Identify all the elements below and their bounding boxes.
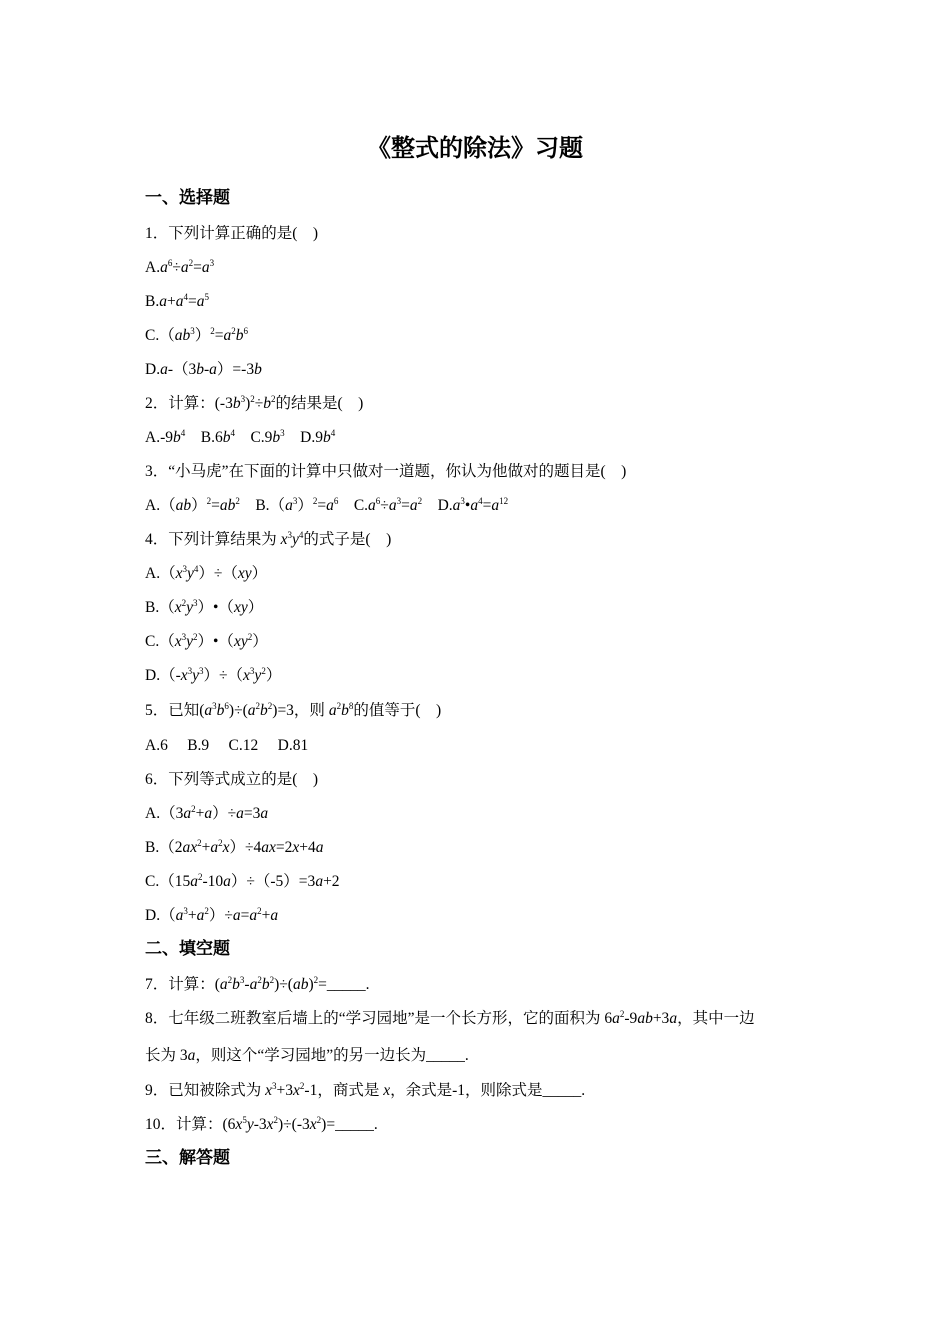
question-4: 4．下列计算结果为 $x^3y^4$的式子是( ) — [145, 530, 392, 548]
q4-option-d: $D.(-x^3y^3)\div(x^3y^2)$ — [145, 666, 282, 684]
section-heading-fill: 二、填空题 — [145, 939, 230, 959]
q4-option-c: $C.(x^3y^2)•(xy^2)$ — [145, 632, 268, 650]
q9-stem-start: 9．已知被除式为 — [145, 1082, 266, 1099]
q1-option-c: $C.(ab^3)^2=a^2b^6$ — [145, 326, 248, 344]
q2-stem-end: 的结果是( ) — [275, 395, 364, 412]
q7-stem-start: 7．计算：( — [145, 976, 220, 993]
q10-stem-start: 10．计算：(6 — [145, 1116, 236, 1133]
q4-option-a: $A.(x^3y^4)\div(xy)$ — [145, 564, 268, 582]
question-5: 5．已知$(a^3b^6)\div(a^2b^2)=3$，则 $a^2b^8$的值等于( ) — [145, 701, 442, 719]
q9-stem-end: ，余式是-1，则除式是_____. — [390, 1082, 586, 1099]
q6-option-b: $B.(2ax^2+a^2x)\div 4ax=2x+4a$ — [145, 838, 324, 856]
question-7: 7．计算：$(a^2b^3-a^2b^2)\div(ab)^2=\_\_\_\_\_$. — [145, 975, 370, 993]
question-6: 6．下列等式成立的是( ) — [145, 771, 319, 788]
question-8-line-2: 长为 3a，则这个“学习园地”的另一边长为_____. — [145, 1047, 469, 1064]
question-8-line-1: 8．七年级二班教室后墙上的“学习园地”是一个长方形，它的面积为 $6a^2-9ab+3a$，其中一边 — [145, 1009, 755, 1027]
q8-line1-start: 8．七年级二班教室后墙上的“学习园地”是一个长方形，它的面积为 6 — [145, 1010, 613, 1027]
q8-line2-end: ，则这个“学习园地”的另一边长为_____. — [195, 1047, 469, 1064]
q5-options: A.6 B.9 C.12 D.81 — [145, 737, 309, 754]
q6-option-c: $C.(15a^2-10a)\div(-5)=3a+2$ — [145, 872, 340, 890]
q1-option-a: $A.a^6\div a^2=a^3$ — [145, 258, 215, 276]
q4-stem-start: 4．下列计算结果为 — [145, 531, 281, 548]
document-title: 《整式的除法》习题 — [367, 134, 583, 162]
q2-options: $A.-9b^4$ $B.6b^4$ $C.9b^3$ $D.9b^4$ — [145, 428, 336, 446]
question-9: 9．已知被除式为 $x^3+3x^2-1$，商式是 x，余式是-1，则除式是_____. — [145, 1081, 586, 1099]
q5-stem-end: 的值等于( ) — [353, 702, 442, 719]
q7-stem-end: =_____. — [318, 976, 370, 993]
question-3: 3．“小马虎”在下面的计算中只做对一道题，你认为他做对的题目是( ) — [145, 463, 627, 480]
q5-stem-start: 5．已知( — [145, 702, 205, 719]
q9-stem-mid: -1，商式是 — [304, 1082, 384, 1099]
q8-line2-start: 长为 3 — [145, 1047, 188, 1064]
q6-option-d: $D.(a^3+a^2)\div a=a^2+a$ — [145, 906, 279, 924]
q6-option-a: $A.(3a^2+a)\div a=3a$ — [145, 804, 269, 822]
q1-option-b: $B.a+a^4=a^5$ — [145, 292, 209, 310]
q5-stem-mid: =3，则 — [277, 702, 329, 719]
q3-options: $A.(ab)^2=ab^2$ $B.(a^3)^2=a^6$ $C.a^6\div a^3=a^2$ $D.a^3•a^4=a^{12}$ — [145, 496, 509, 514]
q4-option-b: $B.(x^2y^3)•(xy)$ — [145, 598, 264, 616]
q8-line1-end: ，其中一边 — [677, 1010, 755, 1027]
q1-option-d: D.a-（3b-a）=-3b — [145, 361, 262, 378]
q4-stem-end: 的式子是( ) — [303, 531, 392, 548]
question-10: 10．计算：$(6x^5y-3x^2)\div(-3x^2)=\_\_\_\_\_$. — [145, 1115, 378, 1133]
section-heading-choice: 一、选择题 — [145, 188, 230, 208]
question-2: 2．计算：$(-3b^3)^2\div b^2$的结果是( ) — [145, 394, 364, 412]
q10-stem-end: =_____. — [326, 1116, 378, 1133]
question-1: 1．下列计算正确的是( ) — [145, 225, 319, 242]
q2-stem-start: 2．计算：(-3 — [145, 395, 233, 412]
q8-line1-mid: +3 — [652, 1010, 670, 1027]
section-heading-answer: 三、解答题 — [145, 1148, 230, 1168]
